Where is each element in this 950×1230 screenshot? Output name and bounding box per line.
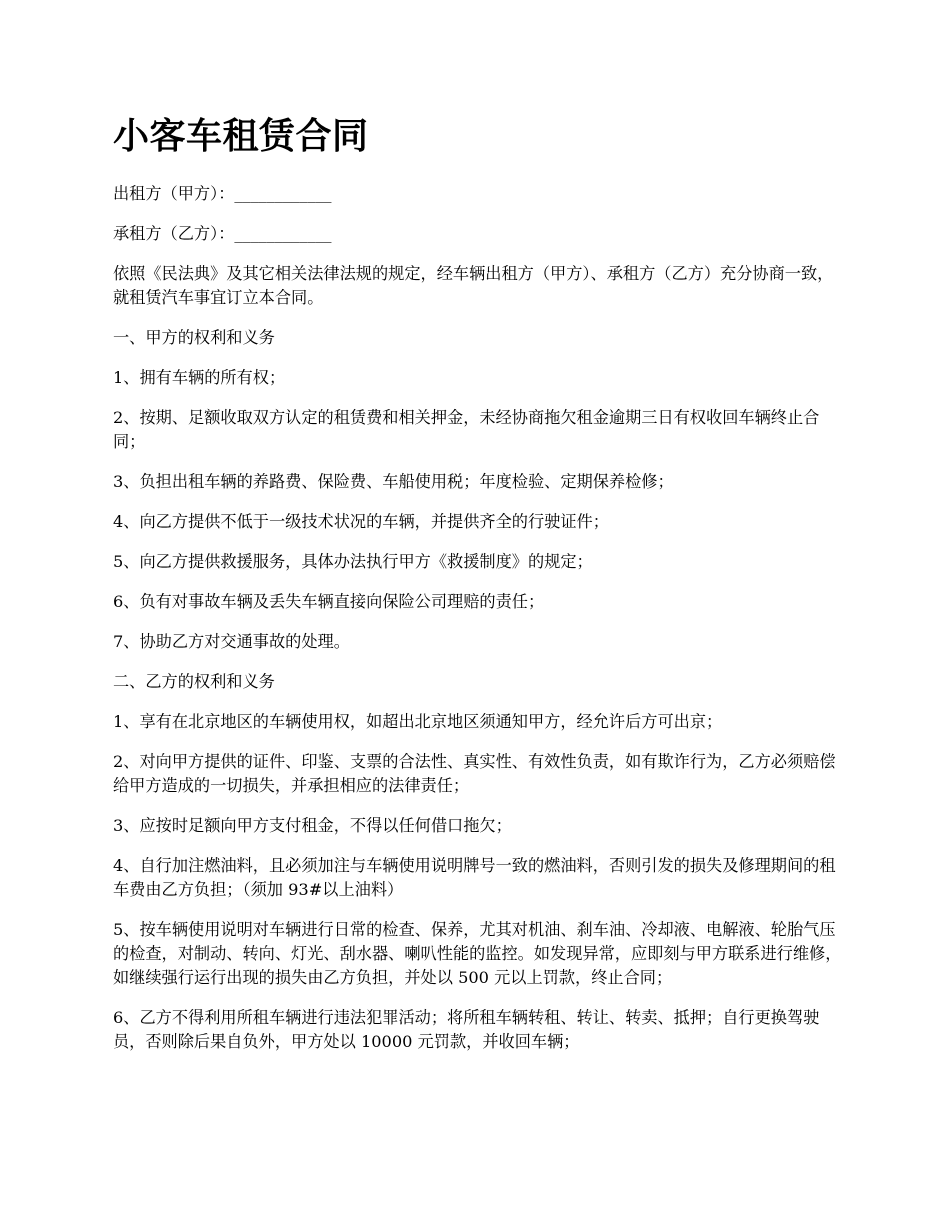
clause-item: 5、按车辆使用说明对车辆进行日常的检查、保养，尤其对机油、刹车油、冷却液、电解液、轮胎气压的检查，对制动、转向、灯光、刮水器、喇叭性能的监控。如发现异常，应即刻与甲方联系进行维修，如继续强行运行出现的损失由乙方负担，并处以 500 元以上罚款，终止合同； [113, 920, 842, 987]
document-title: 小客车租赁合同 [113, 115, 369, 157]
clause-item: 1、享有在北京地区的车辆使用权，如超出北京地区须通知甲方，经允许后方可出京； [113, 712, 723, 731]
section-heading: 二、乙方的权利和义务 [113, 672, 275, 691]
clause-item: 3、应按时足额向甲方支付租金，不得以任何借口拖欠； [113, 816, 512, 835]
clause-item: 2、对向甲方提供的证件、印鉴、支票的合法性、真实性、有效性负责，如有欺诈行为，乙方必须赔偿给甲方造成的一切损失，并承担相应的法律责任； [113, 752, 836, 795]
section-heading: 一、甲方的权利和义务 [113, 328, 275, 347]
intro-paragraph: 依照《民法典》及其它相关法律法规的规定，经车辆出租方（甲方）、承租方（乙方）充分协商一致，就租赁汽车事宜订立本合同。 [113, 264, 834, 307]
clause-item: 5、向乙方提供救援服务，具体办法执行甲方《救援制度》的规定； [113, 552, 593, 571]
clause-item: 6、乙方不得利用所租车辆进行违法犯罪活动；将所租车辆转租、转让、转卖、抵押；自行更换驾驶员，否则除后果自负外，甲方处以 10000 元罚款，并收回车辆； [113, 1008, 820, 1051]
clause-item: 4、向乙方提供不低于一级技术状况的车辆，并提供齐全的行驶证件； [113, 512, 609, 531]
document-page [113, 112, 843, 1070]
clause-item: 1、拥有车辆的所有权； [113, 368, 286, 387]
lessor-line: 出租方（甲方）：____________ [113, 184, 332, 203]
clause-item: 2、按期、足额收取双方认定的租赁费和相关押金，未经协商拖欠租金逾期三日有权收回车辆终止合同； [113, 408, 820, 451]
clause-item: 4、自行加注燃油料，且必须加注与车辆使用说明牌号一致的燃油料，否则引发的损失及修理期间的租车费由乙方负担；（须加 93#以上油料） [113, 856, 836, 899]
clause-item: 6、负有对事故车辆及丢失车辆直接向保险公司理赔的责任； [113, 592, 545, 611]
clause-item: 7、协助乙方对交通事故的处理。 [113, 632, 350, 651]
clause-item: 3、负担出租车辆的养路费、保险费、车船使用税；年度检验、定期保养检修； [113, 472, 674, 491]
lessee-line: 承租方（乙方）：____________ [113, 224, 332, 243]
